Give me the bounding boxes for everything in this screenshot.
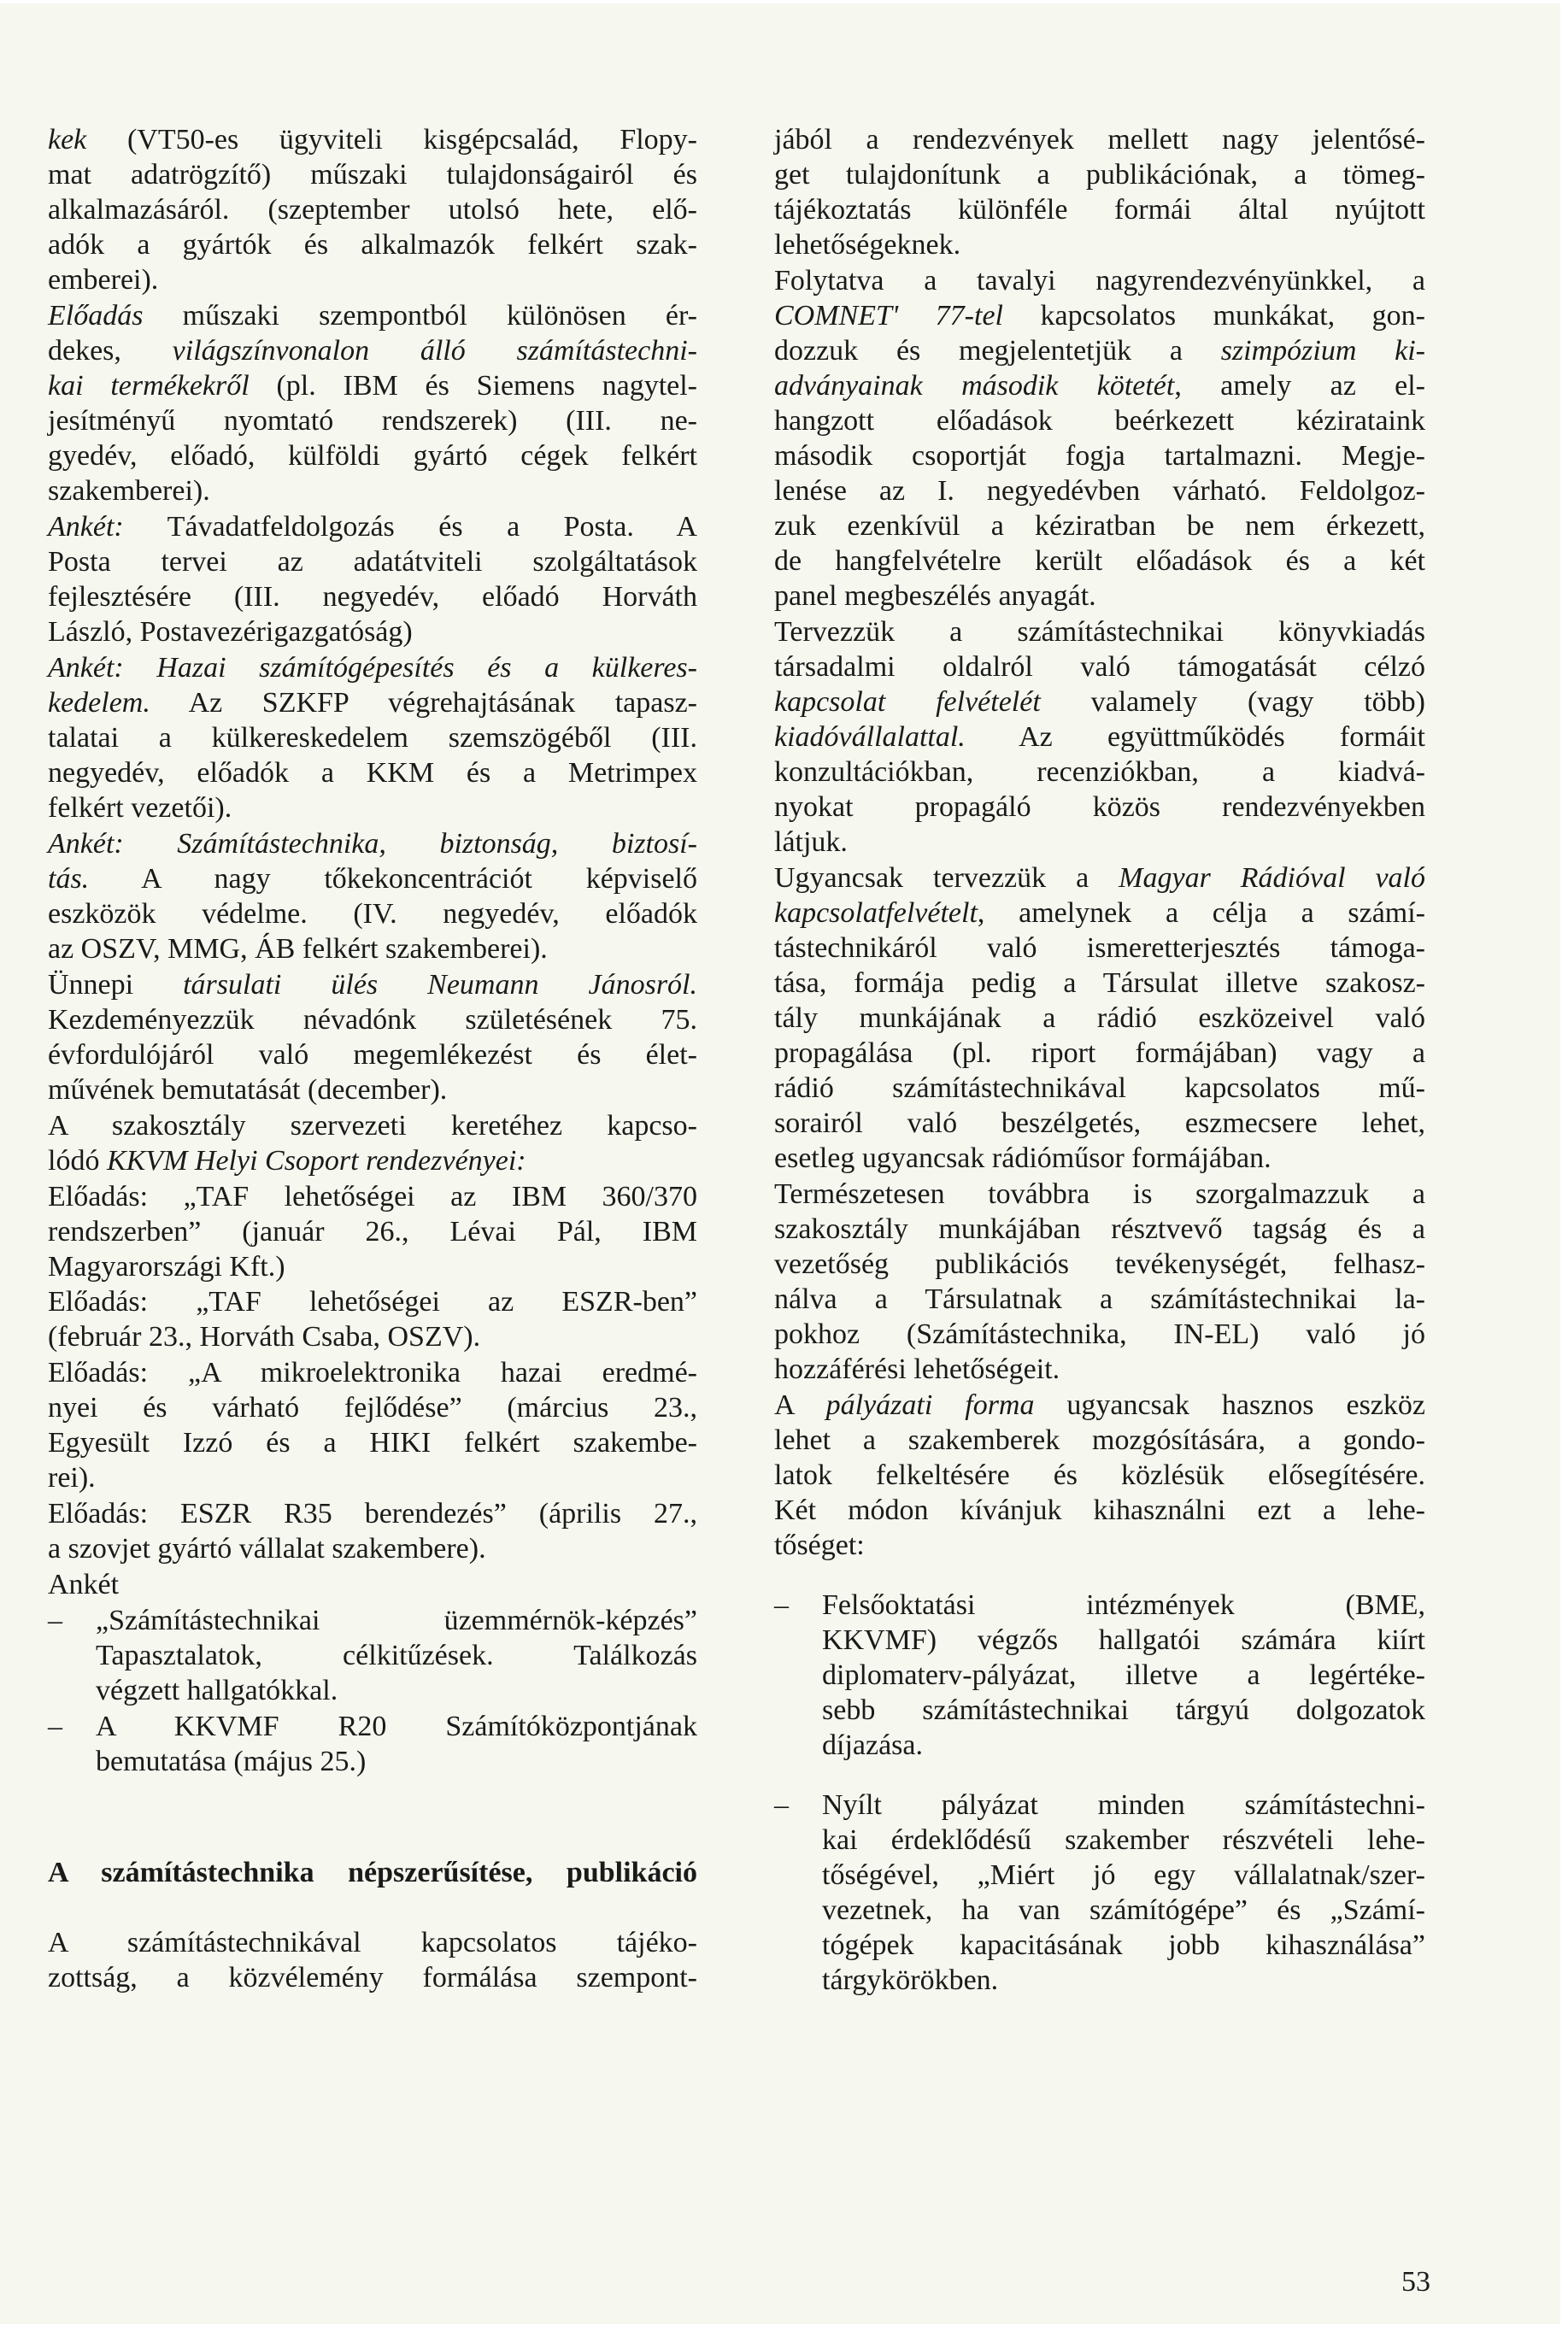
text-run: Előadás: „TAF lehetőségei az IBM 360/370 — [48, 1181, 697, 1212]
text-run: Az SZKFP végrehajtásának tapasz- — [150, 687, 697, 719]
italic-text: kapcsolatfelvételt — [774, 897, 978, 929]
italic-text: kapcsolat felvételét — [774, 686, 1041, 718]
text-run: KKVMF) végzős hallgatói számára kiírt — [822, 1624, 1425, 1656]
page — [0, 3, 1560, 2324]
text-line — [822, 1788, 1425, 1823]
text-run: lenése az I. negyedévben várható. Feldolgoz- — [774, 475, 1425, 507]
text-run: évfordulójáról való megemlékezést és élet- — [48, 1039, 697, 1071]
text-line — [48, 1215, 697, 1249]
italic-text: Előadás — [48, 300, 144, 332]
list-bullet-dash: – — [48, 1711, 62, 1742]
text-line — [48, 756, 697, 790]
text-line — [822, 1588, 1425, 1623]
text-line — [774, 404, 1425, 438]
text-line — [48, 1532, 697, 1566]
text-line — [774, 369, 1425, 403]
text-run: eszközök védelme. (IV. negyedév, előadók — [48, 898, 697, 930]
text-line — [48, 1073, 697, 1107]
text-run: Két módon kívánjuk kihasználni ezt a lehe- — [774, 1494, 1425, 1526]
text-line — [822, 1729, 1425, 1763]
text-line — [48, 439, 697, 473]
text-line — [774, 439, 1425, 473]
text-line — [774, 544, 1425, 578]
text-run: konzultációkban, recenziókban, a kiadvá- — [774, 756, 1425, 788]
text-run: Tervezzük a számítástechnikai könyvkiadás — [774, 616, 1425, 648]
text-line — [48, 334, 697, 368]
text-line — [822, 1694, 1425, 1728]
text-run: jesítményű nyomtató rendszerek) (III. ne- — [48, 405, 697, 437]
text-run: zottság, a közvélemény formálása szempont- — [48, 1962, 697, 1993]
text-line — [774, 228, 1425, 262]
text-line — [96, 1639, 697, 1673]
text-line — [48, 158, 697, 192]
text-run: de hangfelvételre került előadások és a két — [774, 545, 1425, 577]
text-line — [48, 1356, 697, 1390]
text-line — [822, 1894, 1425, 1928]
text-run: Ankét — [48, 1569, 120, 1600]
text-run: lehetőségeknek. — [774, 229, 961, 261]
text-line — [48, 932, 697, 966]
text-run: a szovjet gyártó vállalat szakembere). — [48, 1533, 486, 1565]
text-run: tárgykörökben. — [822, 1964, 999, 1996]
text-line — [822, 1964, 1425, 1998]
text-run: Egyesült Izzó és a HIKI felkért szakembe- — [48, 1427, 697, 1459]
text-line — [774, 1142, 1425, 1176]
text-run: rei). — [48, 1462, 96, 1494]
text-line — [48, 1038, 697, 1072]
italic-text: Magyar Rádióval való — [1119, 862, 1426, 894]
text-run: hozzáférési lehetőségeit. — [774, 1353, 1060, 1385]
text-run: , amelynek a célja a számí- — [977, 897, 1425, 929]
text-line — [822, 1929, 1425, 1963]
list-bullet-dash: – — [774, 1589, 789, 1621]
text-run: Nyílt pályázat minden számítástechni- — [822, 1789, 1425, 1821]
italic-text: Ankét: — [48, 511, 124, 543]
text-run: gyedév, előadó, külföldi gyártó cégek felkért — [48, 440, 697, 472]
text-line — [774, 474, 1425, 508]
text-run: második csoportját fogja tartalmazni. Megje- — [774, 440, 1425, 472]
text-run: A nagy tőkekoncentrációt képviselő — [89, 863, 697, 895]
text-run: Előadás: ESZR R35 berendezés” (április 27., — [48, 1498, 697, 1530]
text-run: diplomaterv-pályázat, illetve a legértéke- — [822, 1659, 1425, 1691]
italic-text: KKVM Helyi Csoport rendezvényei: — [106, 1145, 526, 1177]
text-line — [774, 1248, 1425, 1282]
text-line — [48, 404, 697, 438]
text-line — [774, 1212, 1425, 1247]
text-line — [48, 1320, 697, 1354]
text-run: Az együttműködés formáit — [965, 721, 1425, 753]
text-run: A szakosztály szervezeti keretéhez kapcso- — [48, 1110, 697, 1142]
text-line — [774, 720, 1425, 754]
text-run: propagálása (pl. riport formájában) vagy a — [774, 1037, 1425, 1069]
text-line — [96, 1604, 697, 1638]
italic-text: tás. — [48, 863, 90, 895]
text-run: pokhoz (Számítástechnika, IN-EL) való jó — [774, 1318, 1425, 1350]
text-line — [48, 651, 697, 685]
text-run: nyei és várható fejlődése” (március 23., — [48, 1392, 697, 1424]
text-run: panel megbeszélés anyagát. — [774, 580, 1096, 612]
text-line — [774, 931, 1425, 966]
text-line — [774, 650, 1425, 684]
text-run: latok felkeltésére és közlésük elősegítésére. — [774, 1459, 1425, 1491]
text-line — [96, 1674, 697, 1708]
text-run: adók a gyártók és alkalmazók felkért szak- — [48, 229, 697, 261]
text-line — [774, 509, 1425, 543]
list-bullet-dash: – — [774, 1789, 789, 1821]
text-line — [48, 721, 697, 755]
italic-text: szimpózium ki- — [1220, 335, 1426, 367]
text-run: tőséget: — [774, 1530, 865, 1561]
text-run: Felsőoktatási intézmények (BME, — [822, 1589, 1425, 1621]
text-line — [822, 1659, 1425, 1693]
text-line — [48, 263, 697, 297]
text-run: Posta tervei az adatátviteli szolgáltatások — [48, 546, 697, 578]
text-line — [774, 1389, 1425, 1423]
text-line — [774, 615, 1425, 649]
text-line — [774, 1283, 1425, 1317]
text-line — [774, 1318, 1425, 1352]
italic-text: COMNET' 77-tel — [774, 300, 1003, 332]
text-run: ugyancsak hasznos eszköz — [1034, 1389, 1425, 1421]
text-line — [48, 968, 697, 1002]
text-line — [48, 369, 697, 403]
italic-text: adványainak második kötetét — [774, 370, 1175, 402]
italic-text: Ankét: Számítástechnika, biztonság, biztosí- — [48, 828, 697, 860]
text-run: kapcsolatos munkákat, gon- — [1002, 300, 1425, 332]
text-line — [48, 1109, 697, 1143]
text-run: nyokat propagáló közös rendezvényekben — [774, 791, 1425, 823]
text-run: Előadás: „TAF lehetőségei az ESZR-ben” — [48, 1286, 697, 1318]
text-line — [96, 1745, 697, 1779]
text-line — [48, 1568, 697, 1602]
italic-text: kedelem. — [48, 687, 150, 719]
text-run: Távadatfeldolgozás és a Posta. A — [123, 511, 697, 543]
text-line — [774, 1529, 1425, 1563]
text-line — [822, 1858, 1425, 1893]
text-run: az OSZV, MMG, ÁB felkért szakemberei). — [48, 933, 548, 965]
text-run: A — [774, 1389, 826, 1421]
text-line — [48, 545, 697, 579]
text-line — [774, 123, 1425, 157]
text-run: A KKVMF R20 Számítóközpontjának — [96, 1711, 697, 1742]
text-line — [774, 1072, 1425, 1106]
text-line — [48, 615, 697, 649]
text-run: get tulajdonítunk a publikációnak, a tömeg- — [774, 159, 1425, 191]
text-run: valamely (vagy több) — [1040, 686, 1425, 718]
text-line — [774, 1177, 1425, 1212]
text-line — [774, 334, 1425, 368]
text-run: díjazása. — [822, 1729, 923, 1761]
text-run: művének bemutatását (december). — [48, 1074, 448, 1106]
text-run: tőségével, „Miért jó egy vállalatnak/szer- — [822, 1859, 1425, 1891]
text-line — [48, 1285, 697, 1319]
text-run: esetleg ugyancsak rádióműsor formájában. — [774, 1142, 1271, 1174]
italic-text: kek — [48, 124, 87, 156]
text-run: látjuk. — [774, 826, 848, 858]
text-line — [48, 1961, 697, 1995]
text-run: Folytatva a tavalyi nagyrendezvényünkkel, a — [774, 265, 1425, 297]
text-line — [774, 685, 1425, 719]
text-run: alkalmazásáról. (szeptember utolsó hete, elő- — [48, 194, 697, 226]
text-line — [822, 1823, 1425, 1858]
text-line — [774, 193, 1425, 227]
text-run: Ünnepi — [48, 969, 184, 1001]
text-line — [48, 1250, 697, 1284]
text-run: felkért vezetői). — [48, 792, 232, 824]
text-line — [774, 1424, 1425, 1458]
text-run: emberei). — [48, 264, 159, 296]
text-run: (VT50-es ügyviteli kisgépcsalád, Flopy- — [86, 124, 697, 156]
text-line — [48, 686, 697, 720]
text-line — [774, 861, 1425, 895]
text-run: Kezdeményezzük névadónk születésének 75. — [48, 1004, 697, 1036]
text-line — [48, 1926, 697, 1960]
text-run: mat adatrögzítő) műszaki tulajdonságairól és — [48, 159, 697, 191]
text-run: műszaki szempontból különösen ér- — [143, 300, 697, 332]
text-line — [774, 299, 1425, 333]
text-run: fejlesztésére (III. negyedév, előadó Horváth — [48, 581, 697, 613]
text-run: Ugyancsak tervezzük a — [774, 862, 1119, 894]
text-run: László, Postavezérigazgatóság) — [48, 616, 413, 648]
text-run: Tapasztalatok, célkitűzések. Találkozás — [96, 1640, 697, 1671]
text-line — [774, 1001, 1425, 1036]
text-line — [48, 1391, 697, 1425]
text-run: Természetesen továbbra is szorgalmazzuk a — [774, 1178, 1425, 1210]
text-run: tástechnikáról való ismeretterjesztés támoga- — [774, 932, 1425, 964]
text-run: bemutatása (május 25.) — [96, 1746, 367, 1777]
text-run: sebb számítástechnikai tárgyú dolgozatok — [822, 1694, 1425, 1726]
text-run: tása, formája pedig a Társulat illetve szakosz- — [774, 967, 1425, 999]
text-run: A számítástechnikával kapcsolatos tájéko- — [48, 1927, 697, 1958]
text-run: dekes, — [48, 335, 173, 367]
italic-text: Ankét: Hazai számítógépesítés és a külkeres- — [48, 652, 697, 684]
text-line — [48, 228, 697, 262]
text-line — [774, 790, 1425, 825]
text-line — [822, 1623, 1425, 1658]
text-line — [774, 264, 1425, 298]
text-run: Magyarországi Kft.) — [48, 1251, 285, 1283]
text-line — [48, 897, 697, 931]
text-run: nálva a Társulatnak a számítástechnikai la- — [774, 1283, 1425, 1315]
text-run: lódó — [48, 1145, 107, 1177]
text-run: dozzuk és megjelentetjük a — [774, 335, 1221, 367]
text-line — [774, 1107, 1425, 1141]
italic-text: kai termékekről — [48, 370, 250, 402]
italic-text: kiadóvállalattal. — [774, 721, 966, 753]
text-run: tájékoztatás különféle formái által nyújtott — [774, 194, 1425, 226]
text-run: sorairól való beszélgetés, eszmecsere lehet, — [774, 1107, 1425, 1139]
text-run: társadalmi oldalról való támogatását célzó — [774, 651, 1425, 683]
text-run: végzett hallgatókkal. — [96, 1675, 338, 1706]
text-run: , amely az el- — [1174, 370, 1425, 402]
text-line — [774, 896, 1425, 931]
text-run: zuk ezenkívül a kéziratban be nem érkezett, — [774, 510, 1425, 542]
text-line — [96, 1710, 697, 1744]
text-run: jából a rendezvények mellett nagy jelentősé- — [774, 124, 1425, 156]
text-line — [774, 579, 1425, 614]
italic-text: társulati ülés Neumann Jánosról. — [183, 969, 697, 1001]
text-run: „Számítástechnikai üzemmérnök-képzés” — [96, 1605, 697, 1636]
text-line — [774, 966, 1425, 1001]
text-run: (pl. IBM és Siemens nagytel- — [249, 370, 698, 402]
text-run: kai érdeklődésű szakember részvételi lehe- — [822, 1824, 1425, 1856]
text-line — [48, 1461, 697, 1495]
text-run: lehet a szakemberek mozgósítására, a gondo- — [774, 1424, 1425, 1456]
text-run: vezetőség publikációs tevékenységét, felhasz- — [774, 1248, 1425, 1280]
text-line — [774, 1459, 1425, 1493]
text-run: rádió számítástechnikával kapcsolatos mű- — [774, 1072, 1425, 1104]
text-line — [48, 791, 697, 825]
italic-text: világszínvonalon álló számítástechni- — [172, 335, 697, 367]
text-line — [48, 1003, 697, 1037]
text-line — [48, 123, 697, 157]
section-heading — [48, 1856, 697, 1890]
text-run: rendszerben” (január 26., Lévai Pál, IBM — [48, 1216, 697, 1248]
text-run: szakemberei). — [48, 475, 210, 507]
text-run: A számítástechnika népszerűsítése, publikáció — [48, 1857, 697, 1888]
italic-text: pályázati forma — [825, 1389, 1035, 1421]
text-run: talatai a külkereskedelem szemszögéből (III. — [48, 722, 697, 754]
text-line — [48, 193, 697, 227]
text-line — [774, 158, 1425, 192]
text-line — [48, 862, 697, 896]
text-run: hangzott előadások beérkezett kézirataink — [774, 405, 1425, 437]
text-line — [48, 1497, 697, 1531]
text-line — [774, 1036, 1425, 1071]
text-line — [48, 1426, 697, 1460]
text-line — [48, 1144, 697, 1178]
text-line — [774, 1494, 1425, 1528]
text-line — [774, 825, 1425, 860]
text-run: szakosztály munkájában résztvevő tagság és a — [774, 1213, 1425, 1245]
text-run: negyedév, előadók a KKM és a Metrimpex — [48, 757, 697, 789]
text-line — [48, 510, 697, 544]
text-line — [774, 1353, 1425, 1387]
text-run: Előadás: „A mikroelektronika hazai eredmé- — [48, 1357, 697, 1389]
text-line — [48, 580, 697, 614]
page-number: 53 — [1401, 2266, 1430, 2298]
text-line — [48, 827, 697, 861]
list-bullet-dash: – — [48, 1605, 62, 1636]
text-line — [48, 299, 697, 333]
text-run: (február 23., Horváth Csaba, OSZV). — [48, 1321, 481, 1353]
text-line — [774, 755, 1425, 790]
text-line — [48, 474, 697, 508]
text-line — [48, 1180, 697, 1214]
text-run: vezetnek, ha van számítógépe” és „Számí- — [822, 1894, 1425, 1926]
text-run: tógépek kapacitásának jobb kihasználása” — [822, 1929, 1425, 1961]
text-run: tály munkájának a rádió eszközeivel való — [774, 1002, 1425, 1034]
